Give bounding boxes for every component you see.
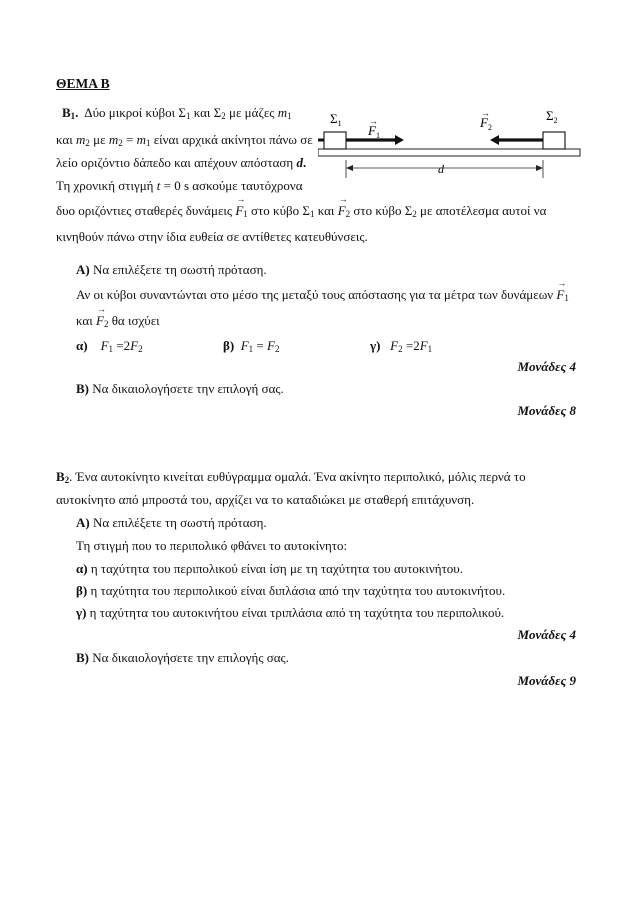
sigma1-label: $\Sigma_1$ (330, 111, 342, 128)
b1-line-1: $B_1$. Δύο μικροί κύβοι $\Sigma_1$ και $\Sigma_2$ με μάζες $m_1$ (62, 105, 292, 121)
b1-line-4: Τη χρονική στιγμή t = 0 s ασκούμε ταυτόχρονα (56, 178, 303, 193)
b1-option-a: α) $F_1 =2F_2$ (76, 338, 143, 354)
b2-a-prompt: Α) Να επιλέξετε τη σωστή πρόταση. (76, 515, 267, 530)
b1-option-b: β) $F_1 = F_2$ (223, 338, 280, 354)
svg-text:→: → (481, 108, 490, 118)
b2-a-marks: Μονάδες 4 (517, 627, 576, 642)
b2-b-prompt: Β) Να δικαιολογήσετε την επιλογής σας. (76, 650, 289, 665)
b2-a-question: Τη στιγμή που το περιπολικό φθάνει το αυτοκίνητο: (76, 538, 348, 553)
f2-label: $F_2$ (480, 115, 492, 132)
b2-option-c: γ) η ταχύτητα του αυτοκινήτου είναι τριπλάσια από τη ταχύτητα του περιπολικού. (76, 605, 505, 620)
b1-option-c: γ) $F_2 =2F_1$ (370, 338, 433, 354)
b2-line-1: $B_2$. Ένα αυτοκίνητο κινείται ευθύγραμμα ομαλά. Ένα ακίνητο περιπολικό, μόλις περνά το (56, 469, 526, 485)
b1-label: $B_1$. (62, 105, 79, 121)
b2-b-marks: Μονάδες 9 (517, 673, 576, 688)
b1-a-question-2: $\kappa\alpha\iota \to F_2$ θα ισχύει (76, 313, 160, 329)
cube-sigma1 (324, 132, 346, 149)
b1-b-marks: Μονάδες 8 (517, 403, 576, 418)
b1-a-prompt: Α) Να επιλέξετε τη σωστή πρόταση. (76, 262, 267, 277)
f1-label: $F_1$ (368, 123, 380, 140)
cube-sigma2 (543, 132, 565, 149)
svg-text:→: → (369, 116, 378, 126)
section-title: ΘΕΜΑ Β (56, 76, 110, 91)
b1-line-3: λείο οριζόντιο δάπεδο και απέχουν απόσταση d. (56, 155, 307, 170)
b2-option-a: α) η ταχύτητα του περιπολικού είναι ίση με τη ταχύτητα του αυτοκινήτου. (76, 561, 463, 576)
force-f2-head (490, 135, 499, 145)
b2-label: $B_2$ (56, 469, 70, 485)
cubes-figure (318, 102, 586, 184)
floor-surface (318, 149, 580, 156)
b1-line-6: κινηθούν πάνω στην ίδια ευθεία σε αντίθετες κατευθύνσεις. (56, 229, 368, 244)
b1-line-2: και $m_2$ με $m_2 = m_1$ είναι αρχικά ακίνητοι πάνω σε (56, 132, 313, 148)
b2-line-2: αυτοκίνητο από μπροστά του, αρχίζει να το καταδιώκει με σταθερή επιτάχυνση. (56, 492, 475, 507)
b1-a-marks: Μονάδες 4 (517, 359, 576, 374)
b1-a-question-1: Αν οι κύβοι συναντώνται στο μέσο της μεταξύ τους απόστασης για τα μέτρα των $\delta\upsilon\nu ά\mu\varepsilon\omega\nu \to F_1$ (76, 287, 569, 303)
b1-b-prompt: Β) Να δικαιολογήσετε την επιλογή σας. (76, 381, 284, 396)
b1-line-5: δυο οριζόντιες σταθερές $\delta\upsilon\nu ά\mu\varepsilon\iota\varsigma \to F_1$ στο κύβο $\Sigma_1$ $\kappa\alpha\iota \to F_2$ στο κύβο $\Sigma_2$ με αποτέλεσμα αυτοί να (56, 203, 547, 219)
force-f1-head (395, 135, 404, 145)
distance-arrow-right (536, 165, 543, 171)
distance-label: d (438, 162, 444, 176)
sigma2-label: $\Sigma_2$ (546, 108, 558, 125)
distance-arrow-left (346, 165, 353, 171)
b2-option-b: β) η ταχύτητα του περιπολικού είναι διπλάσια από την ταχύτητα του αυτοκινήτου. (76, 583, 506, 598)
